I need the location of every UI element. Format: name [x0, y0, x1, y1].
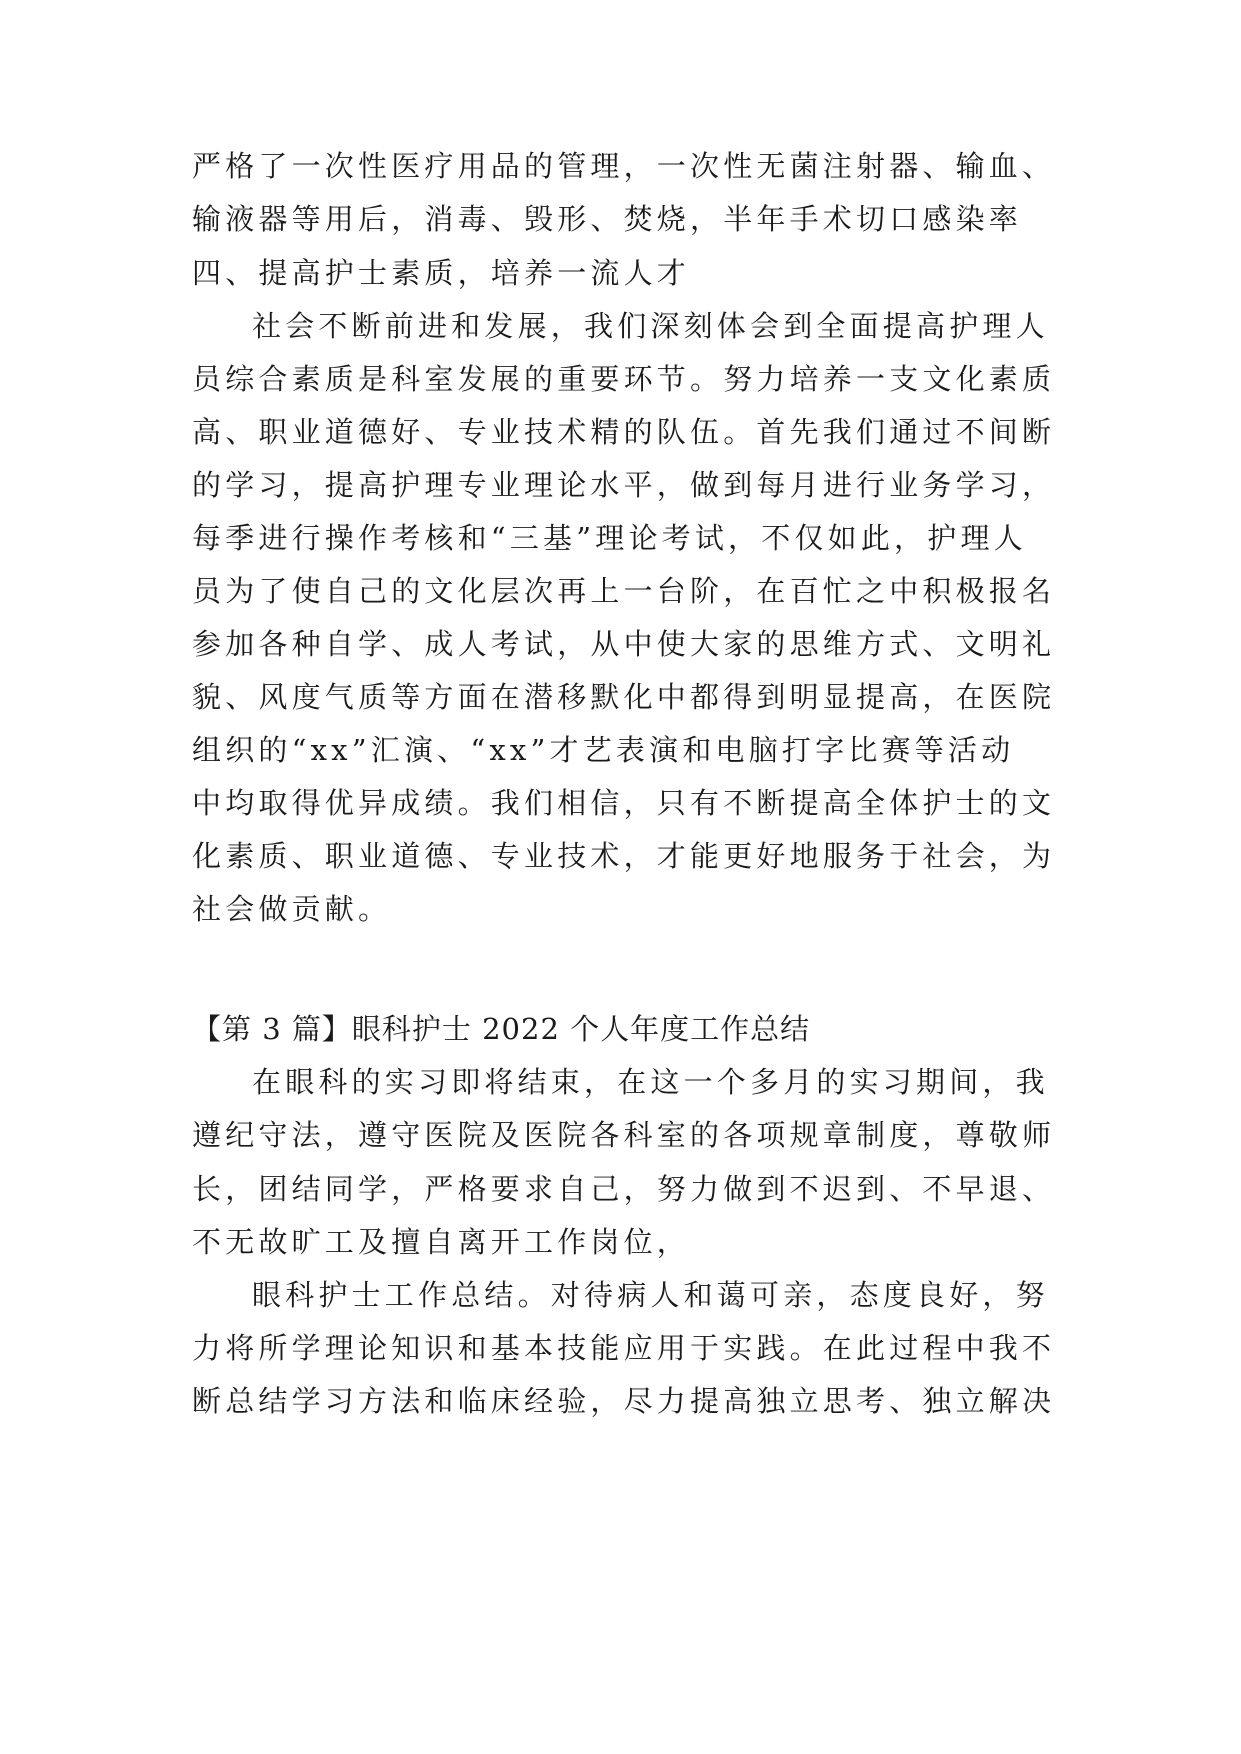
- text-line: 貌、风度气质等方面在潜移默化中都得到明显提高，在医院: [192, 680, 1056, 714]
- paragraph-first-line: 在眼科的实习即将结束，在这一个多月的实习期间，我: [252, 1065, 1049, 1099]
- text-line: 化素质、职业道德、专业技术，才能更好地服务于社会，为: [192, 839, 1056, 873]
- text-line: 长，团结同学，严格要求自己，努力做到不迟到、不早退、: [192, 1172, 1056, 1206]
- text-line: 参加各种自学、成人考试，从中使大家的思维方式、文明礼: [192, 627, 1056, 661]
- text-line: 输液器等用后，消毒、毁形、焚烧，半年手术切口感染率: [192, 202, 1023, 236]
- text-line: 员为了使自己的文化层次再上一台阶，在百忙之中积极报名: [192, 574, 1056, 608]
- text-line: 力将所学理论知识和基本技能应用于实践。在此过程中我不: [192, 1331, 1056, 1365]
- text-line: 的学习，提高护理专业理论水平，做到每月进行业务学习，: [192, 468, 1056, 502]
- text-line: 社会做贡献。: [192, 892, 392, 926]
- text-line: 每季进行操作考核和“三基”理论考试，不仅如此，护理人: [192, 521, 1027, 555]
- text-line: 严格了一次性医疗用品的管理，一次性无菌注射器、输血、: [192, 149, 1056, 183]
- text-line: 中均取得优异成绩。我们相信，只有不断提高全体护士的文: [192, 786, 1056, 820]
- section-subheading: 四、提高护士素质，培养一流人才: [192, 256, 691, 290]
- text-line: 员综合素质是科室发展的重要环节。努力培养一支文化素质: [192, 362, 1056, 396]
- text-line: 断总结学习方法和临床经验，尽力提高独立思考、独立解决: [192, 1384, 1056, 1418]
- paragraph-first-line: 社会不断前进和发展，我们深刻体会到全面提高护理人: [252, 309, 1049, 343]
- text-line: 组织的“xx”汇演、“xx”才艺表演和电脑打字比赛等活动: [192, 733, 1015, 767]
- text-line: 遵纪守法，遵守医院及医院各科室的各项规章制度，尊敬师: [192, 1118, 1056, 1152]
- text-line: 高、职业道德好、专业技术精的队伍。首先我们通过不间断: [192, 415, 1056, 449]
- text-line: 不无故旷工及擅自离开工作岗位，: [192, 1225, 691, 1259]
- paragraph-first-line: 眼科护士工作总结。对待病人和蔼可亲，态度良好，努: [252, 1278, 1049, 1312]
- section-heading: 【第 3 篇】眼科护士 2022 个人年度工作总结: [192, 1012, 811, 1046]
